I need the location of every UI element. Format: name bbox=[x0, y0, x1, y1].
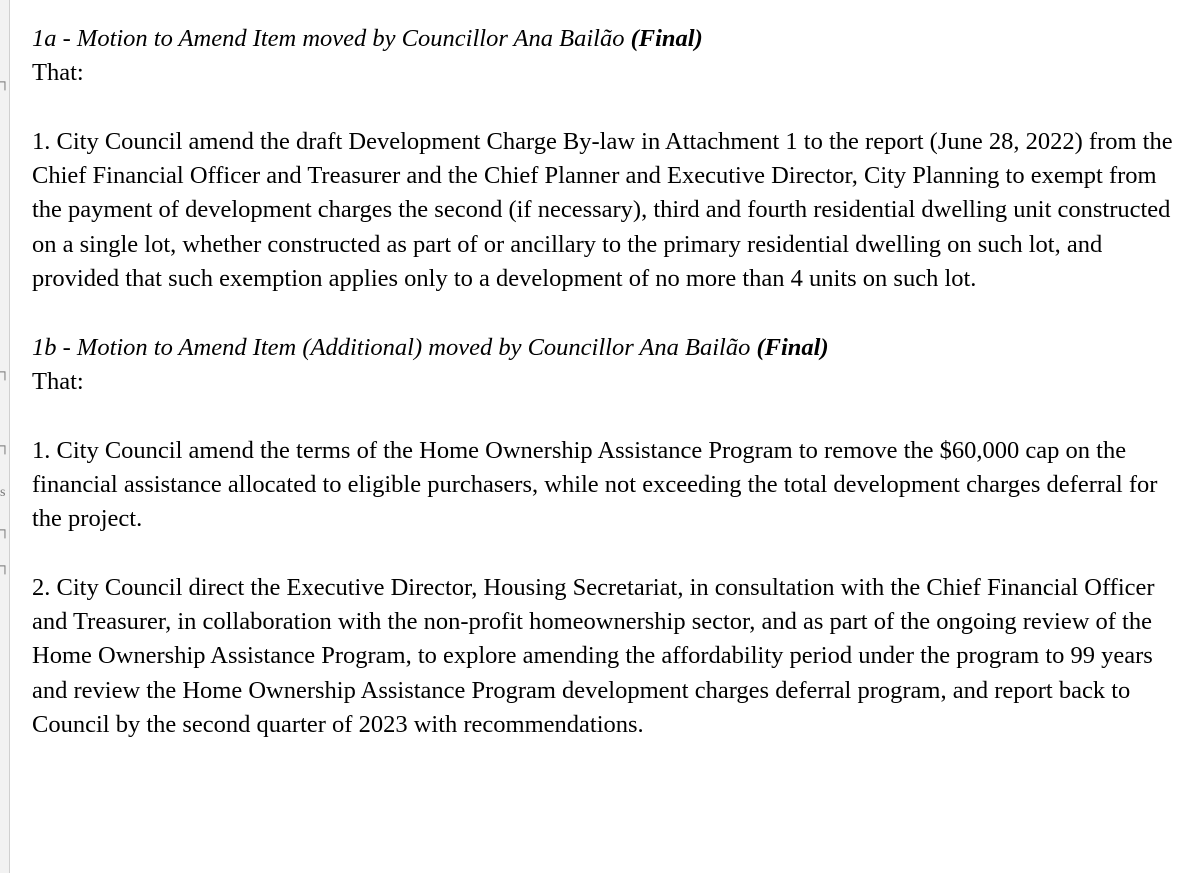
motion-title: 1a - Motion to Amend Item moved by Councillor Ana Bailão bbox=[32, 25, 625, 52]
motion-preamble: That: bbox=[32, 59, 84, 87]
edge-fragment: ┐ bbox=[0, 439, 10, 454]
motion-clause: 2. City Council direct the Executive Director, Housing Secretariat, in consultation with the Chief Financial Officer and Treasurer, in collaboration with the non-profit homeownership sector, and as part of the ongoing review of the Home Ownership Assistance Program, to explore amending the affordability period under the program to 99 years and review the Home Ownership Assistance Program development charges deferral program, and report back to Council by the second quarter of 2023 with recommendations. bbox=[32, 573, 1155, 738]
document-body bbox=[32, 22, 1192, 742]
motion-status: (Final) bbox=[756, 333, 829, 361]
motion-clause: 1. City Council amend the terms of the Home Ownership Assistance Program to remove the $60,000 cap on the financial assistance allocated to eligible purchasers, while not exceeding the total development charges deferral for the project. bbox=[32, 436, 1158, 533]
motion-1b bbox=[32, 331, 1192, 743]
motion-heading bbox=[32, 331, 1192, 365]
edge-fragment: ┐ bbox=[0, 75, 10, 90]
edge-fragment: ┐ bbox=[0, 523, 10, 538]
edge-fragment: ┐ bbox=[0, 559, 10, 574]
motion-title: 1b - Motion to Amend Item (Additional) moved by Councillor Ana Bailão bbox=[32, 333, 751, 361]
edge-fragment: ┐ bbox=[0, 365, 10, 380]
motion-1a bbox=[32, 22, 1192, 296]
motion-heading bbox=[32, 22, 1192, 56]
motion-preamble: That: bbox=[32, 367, 84, 395]
adjacent-window-edge bbox=[0, 0, 10, 873]
motion-status: (Final) bbox=[630, 25, 703, 52]
motion-clause: 1. City Council amend the draft Development Charge By-law in Attachment 1 to the report (June 28, 2022) from the Chief Financial Officer and Treasurer and the Chief Planner and Executive Director, City Planning to exempt from the payment of development charges the second (if necessary), third and fourth residential dwelling unit constructed on a single lot, whether constructed as part of or ancillary to the primary residential dwelling on such lot, and provided that such exemption applies only to a development of no more than 4 units on such lot. bbox=[32, 127, 1173, 293]
edge-fragment: s bbox=[0, 485, 6, 500]
